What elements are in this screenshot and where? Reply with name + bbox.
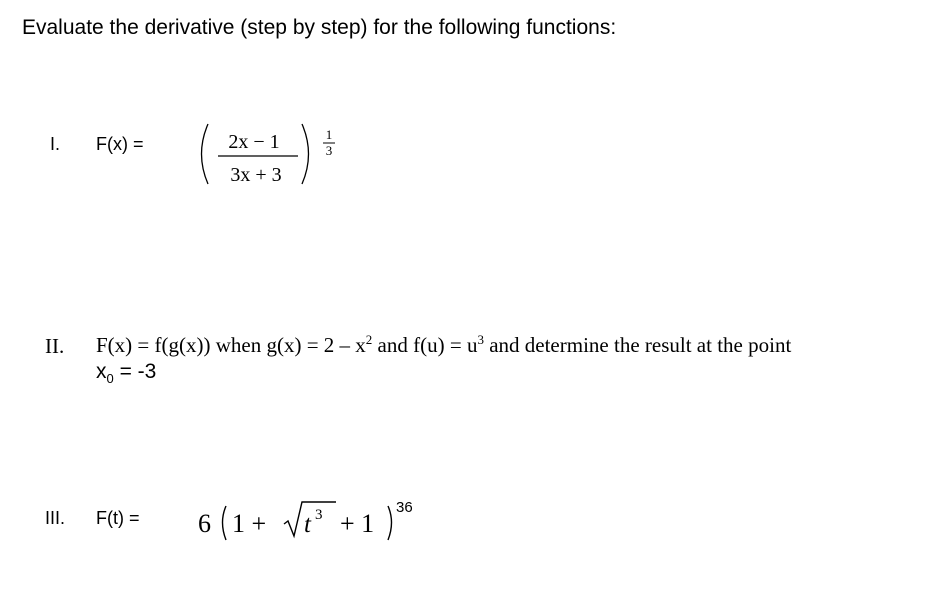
problem-2-statement bbox=[96, 332, 791, 358]
problem-1-number: I. bbox=[50, 134, 61, 154]
exponent-3: 3 bbox=[477, 332, 484, 347]
x0-base: x bbox=[96, 360, 107, 383]
exponent-2: 2 bbox=[365, 332, 373, 347]
problem-2-mid: and f(u) = u bbox=[372, 333, 478, 357]
problem-3-expression bbox=[198, 486, 438, 553]
coefficient: 6 bbox=[198, 509, 211, 538]
page-title: Evaluate the derivative (step by step) for the following functions: bbox=[22, 16, 617, 39]
left-paren bbox=[223, 506, 227, 540]
problem-1-label: F(x) = bbox=[96, 134, 144, 154]
left-paren bbox=[202, 124, 209, 184]
one-plus: 1 + bbox=[232, 509, 267, 538]
right-paren bbox=[302, 124, 309, 184]
problem-3-number: III. bbox=[45, 508, 66, 528]
exponent-denominator: 3 bbox=[325, 143, 333, 158]
problem-2-point bbox=[96, 360, 156, 386]
radicand-variable: t bbox=[304, 511, 311, 538]
radicand-exponent: 3 bbox=[315, 507, 323, 523]
problem-3-formula bbox=[198, 486, 438, 548]
x0-subscript: 0 bbox=[106, 371, 114, 387]
problem-2-lead: F(x) = f(g(x)) when g(x) = 2 – x bbox=[96, 333, 366, 357]
right-paren bbox=[388, 506, 392, 540]
exponent-numerator: 1 bbox=[325, 127, 333, 142]
fraction-denominator: 3x + 3 bbox=[230, 164, 282, 186]
outer-exponent: 36 bbox=[396, 499, 413, 516]
x0-value: = -3 bbox=[113, 360, 157, 383]
problem-1-formula bbox=[196, 120, 356, 192]
problem-2-number: II. bbox=[45, 334, 65, 358]
problem-3-label: F(t) = bbox=[96, 508, 140, 528]
problem-1-expression bbox=[196, 120, 356, 197]
fraction-numerator: 2x − 1 bbox=[228, 131, 280, 153]
problem-2-tail: and determine the result at the point bbox=[483, 333, 792, 357]
plus-one: + 1 bbox=[340, 509, 375, 538]
